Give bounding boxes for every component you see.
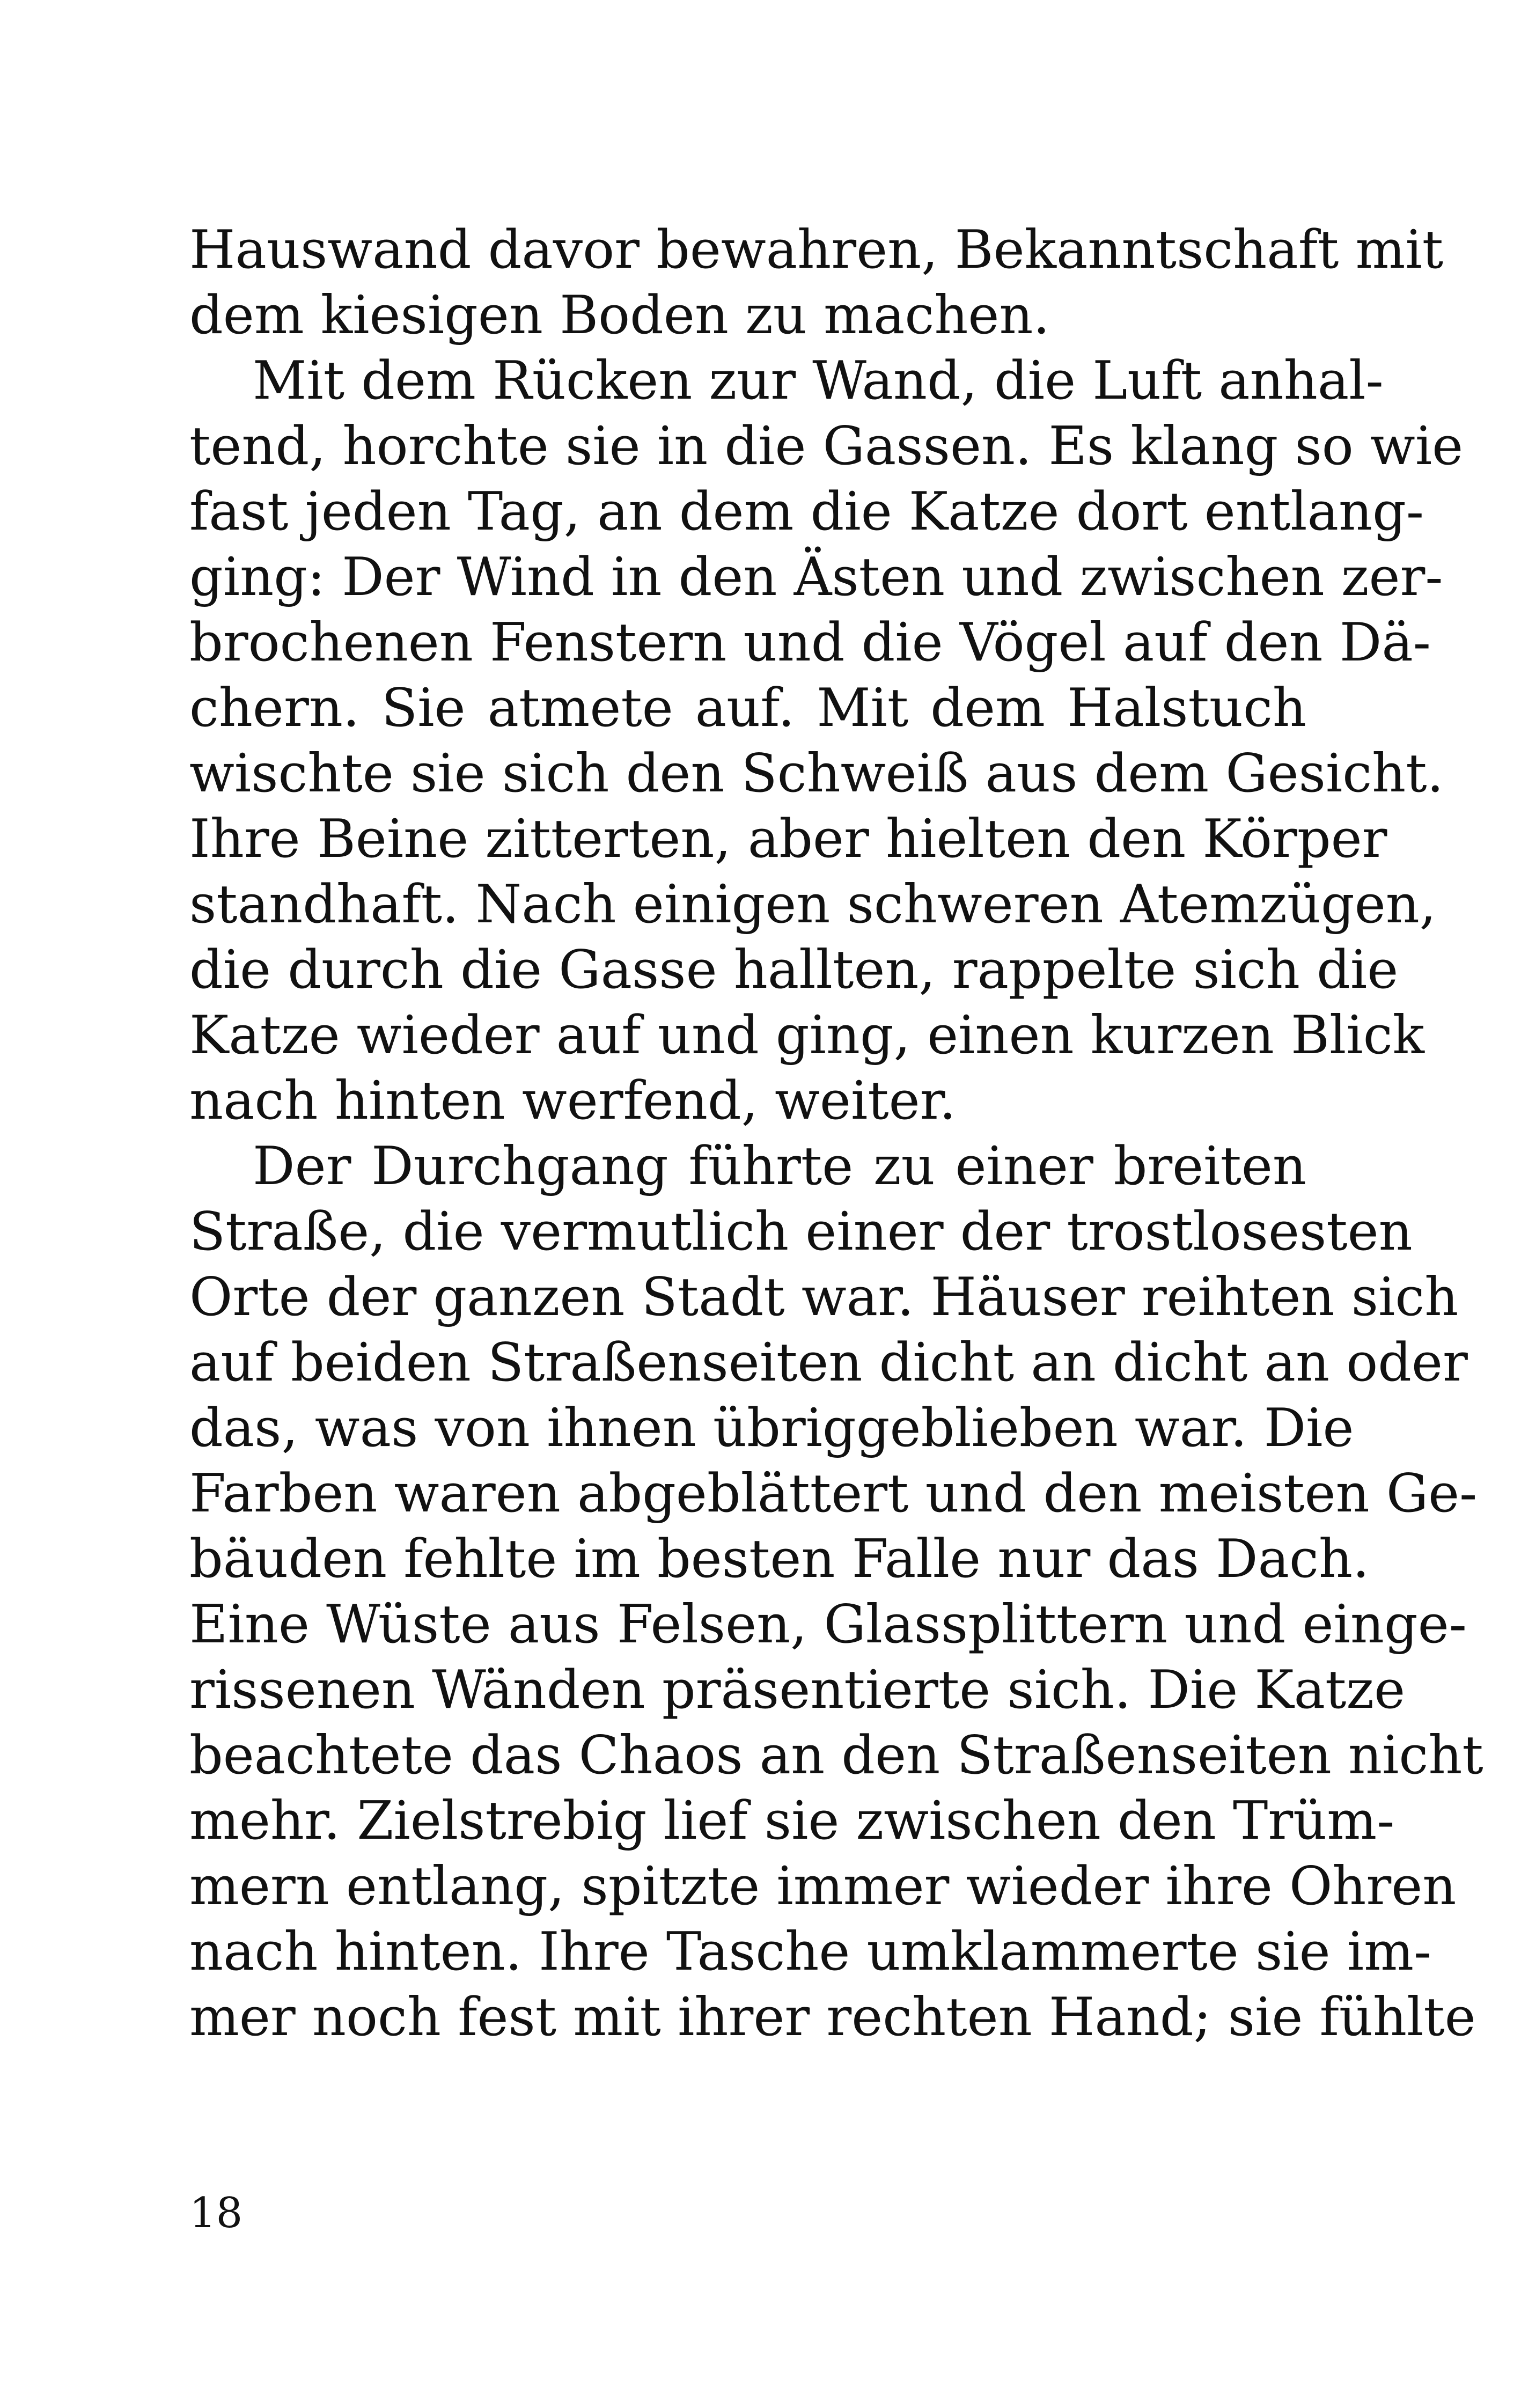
text-line: nach hinten. Ihre Tasche umklammerte sie im- <box>189 1921 1432 1983</box>
text-line: tend, horchte sie in die Gassen. Es klang so wie <box>189 416 1464 477</box>
text-line: chern. Sie atmete auf. Mit dem Halstuch <box>189 678 1306 739</box>
text-line: fast jeden Tag, an dem die Katze dort entlang- <box>189 481 1424 542</box>
text-line: Straße, die vermutlich einer der trostlosesten <box>189 1201 1413 1262</box>
text-line: Der Durchgang führte zu einer breiten <box>253 1136 1306 1197</box>
text-line: bäuden fehlte im besten Falle nur das Dach. <box>189 1529 1370 1590</box>
text-line: die durch die Gasse hallten, rappelte sich die <box>189 939 1399 1001</box>
text-line: dem kiesigen Boden zu machen. <box>189 285 1050 346</box>
text-line: ging: Der Wind in den Ästen und zwischen zer- <box>189 547 1443 608</box>
text-line: auf beiden Straßenseiten dicht an dicht an oder <box>189 1332 1468 1393</box>
text-line: mehr. Zielstrebig lief sie zwischen den Trüm- <box>189 1790 1395 1852</box>
text-line: Hauswand davor bewahren, Bekanntschaft mit <box>189 219 1444 281</box>
text-line: Ihre Beine zitterten, aber hielten den Körper <box>189 809 1387 870</box>
text-line: nach hinten werfend, weiter. <box>189 1070 956 1132</box>
text-line: Eine Wüste aus Felsen, Glassplittern und einge- <box>189 1594 1467 1655</box>
text-line: Katze wieder auf und ging, einen kurzen Blick <box>189 1005 1424 1066</box>
text-line: beachtete das Chaos an den Straßenseiten nicht <box>189 1725 1483 1786</box>
text-line: mer noch fest mit ihrer rechten Hand; sie fühlte <box>189 1987 1476 2048</box>
text-line: standhaft. Nach einigen schweren Atemzügen, <box>189 874 1436 935</box>
text-line: rissenen Wänden präsentierte sich. Die Katze <box>189 1660 1406 1721</box>
text-line: wischte sie sich den Schweiß aus dem Gesicht. <box>189 743 1444 804</box>
body-text <box>189 217 1483 2050</box>
text-line: Farben waren abgeblättert und den meisten Ge- <box>189 1463 1478 1524</box>
text-line: Orte der ganzen Stadt war. Häuser reihten sich <box>189 1267 1459 1328</box>
text-line: das, was von ihnen übriggeblieben war. Die <box>189 1398 1354 1459</box>
text-line: mern entlang, spitzte immer wieder ihre Ohren <box>189 1856 1457 1917</box>
text-line: Mit dem Rücken zur Wand, die Luft anhal- <box>253 350 1384 412</box>
text-line: brochenen Fenstern und die Vögel auf den Dä- <box>189 612 1431 673</box>
page-number: 18 <box>189 2189 243 2237</box>
